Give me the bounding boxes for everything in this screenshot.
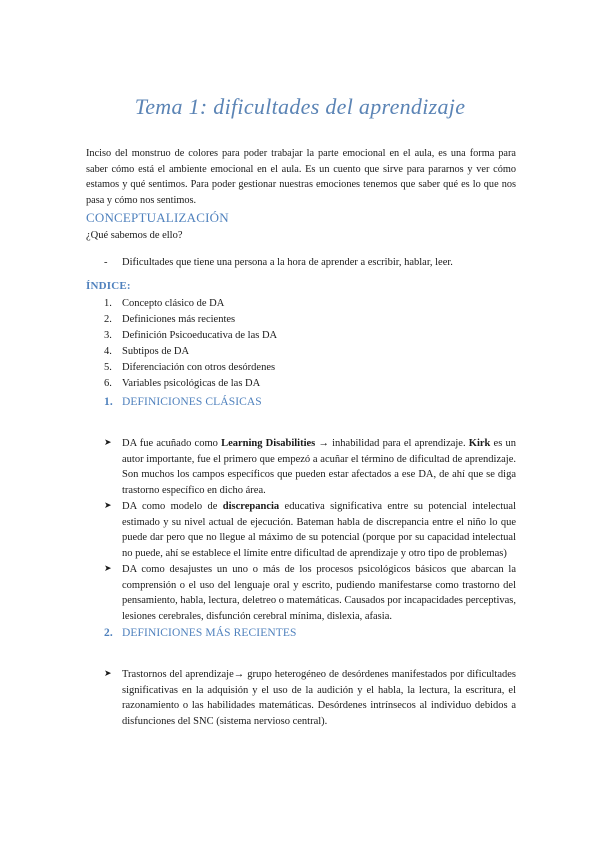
arrow-bullet-icon: ➤ — [104, 669, 112, 679]
list-item — [104, 360, 277, 376]
list-number: 6. — [104, 378, 112, 389]
bullet-text: Trastornos del aprendizaje→ grupo heterogéneo de desórdenes manifestados por dificultades significativas en la adquisión y el uso de la audición y el habla, la lectura, la escritura, el razonamiento o las habilidades matemáticas. Desórdenes intrínsecos al individuo debidos a disfunciones del SNC (sistema nervioso central). — [122, 669, 516, 727]
list-label: Definición Psicoeducativa de las DA — [122, 330, 278, 341]
list-item — [104, 312, 277, 328]
section1-heading — [104, 396, 262, 408]
bullet-text: es un autor importante, fue el primero que empezó a acuñar el término de dificultad de aprendizaje. Son muchos los campos específicos que pueden estar afectados a ese DA, de ahí que se diga trastorno específico en dicho área. — [122, 438, 516, 496]
list-item — [104, 376, 277, 392]
section2-heading — [104, 627, 296, 639]
list-item — [104, 562, 516, 624]
list-item — [104, 328, 277, 344]
conceptualizacion-dash-item — [104, 257, 453, 268]
conceptualizacion-heading: CONCEPTUALIZACIÓN — [86, 210, 229, 225]
section-title: DEFINICIONES MÁS RECIENTES — [122, 627, 297, 639]
bullet-text: DA fue acuñado como — [122, 438, 222, 449]
bullet-text: DA como modelo de — [122, 501, 223, 512]
list-label: Definiciones más recientes — [122, 314, 236, 325]
bullet-bold: discrepancia — [222, 501, 280, 512]
section-title: DEFINICIONES CLÁSICAS — [122, 396, 262, 408]
document-title: Tema 1: dificultades del aprendizaje — [134, 94, 466, 119]
section1-bullets — [104, 436, 516, 624]
bullet-bold: Learning Disabilities — [221, 438, 316, 449]
list-label: Variables psicológicas de las DA — [122, 378, 261, 389]
list-item — [104, 344, 277, 360]
section-number: 1. — [104, 396, 113, 408]
list-item — [104, 296, 277, 312]
list-item — [104, 499, 516, 561]
intro-paragraph: Inciso del monstruo de colores para poder trabajar la parte emocional en el aula, es una forma para saber cómo está el ambiente emocional en el aula. Es un cuento que sirve para pararnos y ver cómo estamos y qué sentimos. Para poder gestionar nuestras emociones tenemos que saber qué es lo que nos pasa y cómo nos sentimos. — [86, 148, 516, 206]
list-number: 2. — [104, 314, 112, 325]
list-number: 4. — [104, 346, 112, 357]
bullet-text: → inhabilidad para el aprendizaje. — [315, 438, 469, 449]
section-number: 2. — [104, 627, 113, 639]
indice-heading: ÍNDICE: — [86, 280, 131, 292]
dash-item-text: Dificultades que tiene una persona a la hora de aprender a escribir, hablar, leer. — [122, 257, 453, 268]
list-number: 1. — [104, 298, 112, 309]
list-item — [104, 436, 516, 498]
list-number: 5. — [104, 362, 112, 373]
bullet-bold: Kirk — [468, 438, 491, 449]
arrow-bullet-icon: ➤ — [104, 501, 112, 511]
conceptualizacion-question: ¿Qué sabemos de ello? — [86, 230, 183, 241]
list-item — [104, 667, 516, 729]
list-number: 3. — [104, 330, 112, 341]
section2-bullets — [104, 667, 516, 729]
arrow-bullet-icon: ➤ — [104, 564, 112, 574]
list-label: Diferenciación con otros desórdenes — [122, 362, 276, 373]
list-label: Subtipos de DA — [122, 346, 190, 357]
dash-marker: - — [104, 257, 108, 268]
bullet-text: DA como desajustes un uno o más de los procesos psicológicos básicos que abarcan la comprensión o el uso del lenguaje oral y escrito, pudiendo manifestarse como trastorno del pensamiento, habla, lectura, deletreo o matemáticas. Causados por incapacidades perceptivas, lesiones cerebrales, disfunción cerebral mínima, dislexia, afasia. — [122, 564, 516, 622]
arrow-bullet-icon: ➤ — [104, 438, 112, 448]
list-label: Concepto clásico de DA — [122, 298, 225, 309]
indice-list — [104, 296, 277, 392]
bullet-text: educativa significativa entre su potencial intelectual estimado y su nivel actual de ejecución. Bateman habla de discrepancia entre el niño lo que puede dar pero que no llegue al máximo de su potencial (porque por su capacidad intelectual no puede, ahí se establece el límite entre dificultad de aprendizaje y otro tipo de problemas) — [122, 501, 516, 559]
